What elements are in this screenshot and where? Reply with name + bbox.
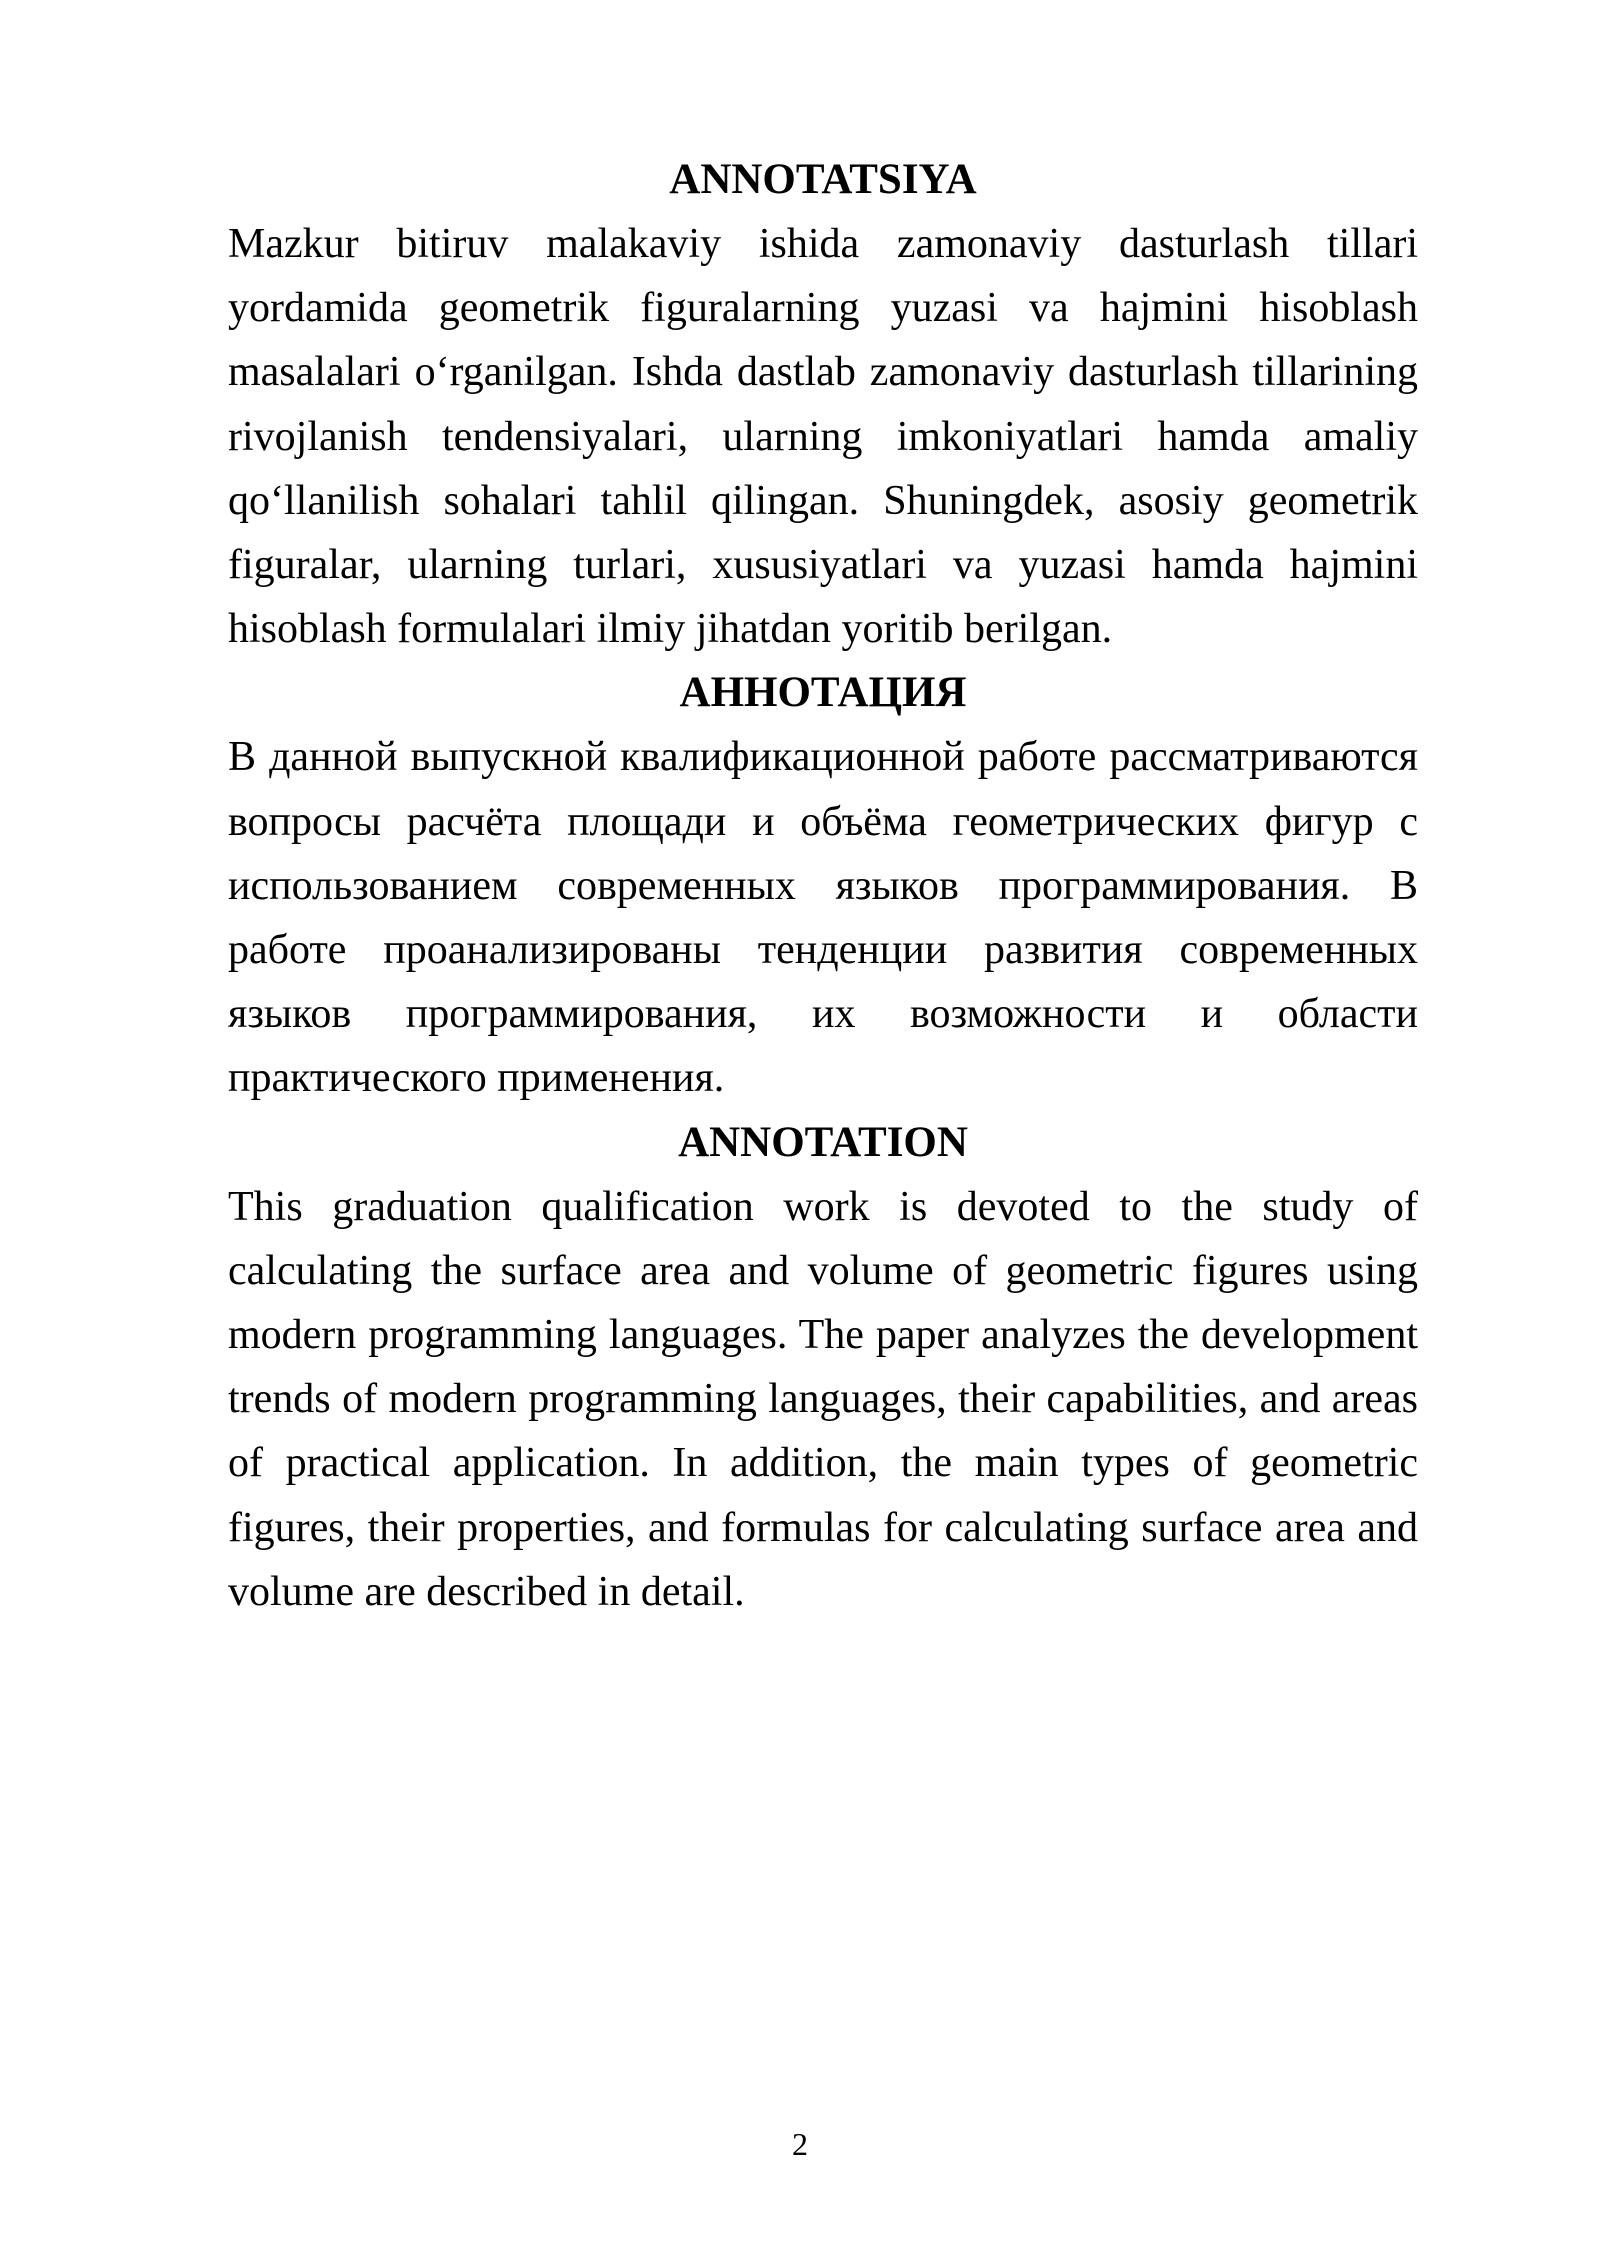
annotation-uzbek	[228, 148, 1418, 661]
annotation-english	[228, 1111, 1418, 1624]
section-body-english: This graduation qualification work is devoted to the study of calculating the surface area and volume of geometric figures using modern programming languages. The paper analyzes the development trends of modern programming languages, their capabilities, and areas of practical application. In addition, the main types of geometric figures, their properties, and formulas for calculating surface area and volume are described in detail.	[228, 1183, 1418, 1615]
page-number: 2	[792, 2126, 808, 2162]
annotation-russian	[228, 661, 1418, 1110]
section-body-uzbek: Mazkur bitiruv malakaviy ishida zamonaviy dasturlash tillari yordamida geometrik figuralarning yuzasi va hajmini hisoblash masalalari o‘rganilgan. Ishda dastlab zamonaviy dasturlash tillarining rivojlanish tendensiyalari, ularning imkoniyatlari hamda amaliy qo‘llanilish sohalari tahlil qilingan. Shuningdek, asosiy geometrik figuralar, ularning turlari, xususiyatlari va yuzasi hamda hajmini hisoblash formulalari ilmiy jihatdan yoritib berilgan.	[228, 221, 1418, 653]
section-heading-english: ANNOTATION	[678, 1118, 968, 1166]
document-page	[228, 148, 1418, 1624]
section-heading-uzbek: ANNOTATSIYA	[669, 156, 977, 203]
section-body-russian: В данной выпускной квалификационной работе рассматриваются вопросы расчёта площади и объёма геометрических фигур с использованием современных языков программирования. В работе проанализированы тенденции развития современных языков программирования, их возможности и области практического применения.	[228, 734, 1418, 1102]
section-heading-russian: АННОТАЦИЯ	[679, 669, 967, 717]
